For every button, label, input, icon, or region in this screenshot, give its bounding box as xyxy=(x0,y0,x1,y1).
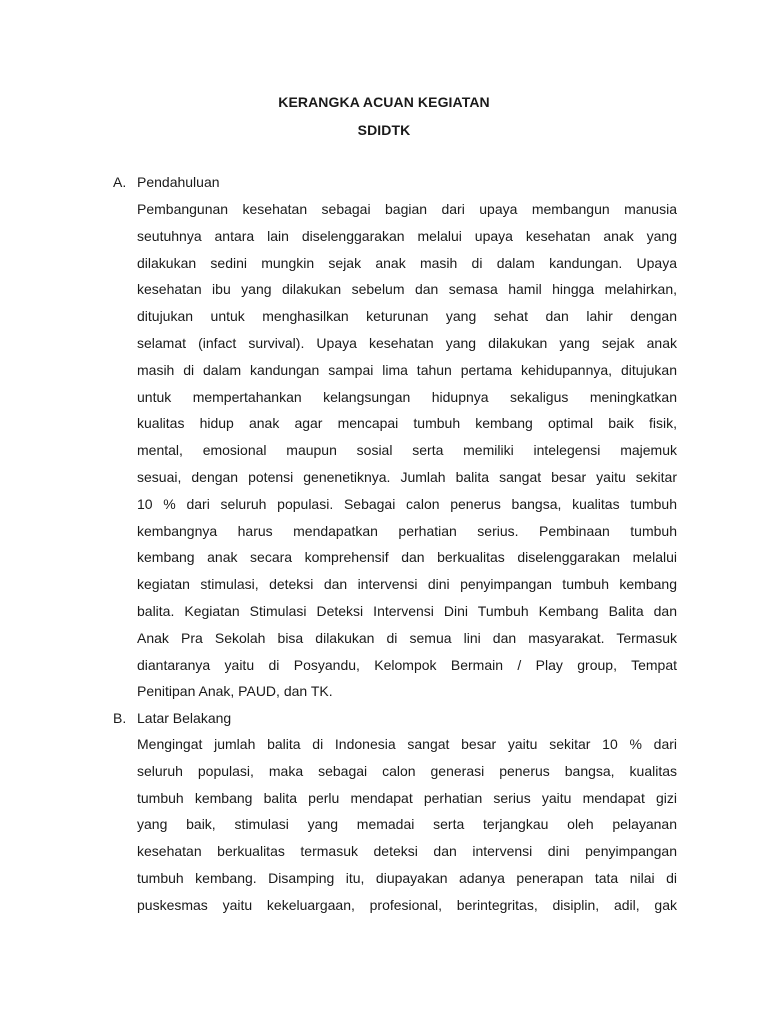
paragraph-line: balita. Kegiatan Stimulasi Deteksi Intervensi Dini Tumbuh Kembang Balita dan xyxy=(137,602,677,619)
section-title: Pendahuluan xyxy=(137,174,220,190)
paragraph-line: 10 % dari seluruh populasi. Sebagai calon penerus bangsa, kualitas tumbuh xyxy=(137,495,677,512)
paragraph-line: mental, emosional maupun sosial serta memiliki intelegensi majemuk xyxy=(137,442,677,459)
paragraph-line: Pembangunan kesehatan sebagai bagian dari upaya membangun manusia xyxy=(137,201,677,217)
section-a-heading xyxy=(113,173,220,191)
paragraph-line: kesehatan berkualitas termasuk deteksi dan intervensi dini penyimpangan xyxy=(137,843,677,860)
section-title: Latar Belakang xyxy=(137,710,232,726)
document-title: KERANGKA ACUAN KEGIATAN xyxy=(278,94,490,110)
paragraph-line: yang baik, stimulasi yang memadai serta terjangkau oleh pelayanan xyxy=(137,816,677,833)
paragraph-line: kualitas hidup anak agar mencapai tumbuh kembang optimal baik fisik, xyxy=(137,415,677,432)
paragraph-line: tumbuh kembang balita perlu mendapat perhatian serius yaitu mendapat gizi xyxy=(137,789,677,806)
section-b-paragraph xyxy=(137,731,677,919)
paragraph-line: seluruh populasi, maka sebagai calon generasi penerus bangsa, kualitas xyxy=(137,762,677,779)
paragraph-line: kesehatan ibu yang dilakukan sebelum dan semasa hamil hingga melahirkan, xyxy=(137,281,677,298)
paragraph-line: kegiatan stimulasi, deteksi dan intervensi dini penyimpangan tumbuh kembang xyxy=(137,576,677,593)
paragraph-line: kembangnya harus mendapatkan perhatian serius. Pembinaan tumbuh xyxy=(137,522,677,539)
paragraph-line: selamat (infact survival). Upaya kesehatan yang dilakukan yang sejak anak xyxy=(137,334,677,351)
paragraph-line: seutuhnya antara lain diselenggarakan melalui upaya kesehatan anak yang xyxy=(137,227,677,244)
paragraph-line: tumbuh kembang. Disamping itu, diupayakan adanya penerapan tata nilai di xyxy=(137,869,677,886)
paragraph-line: puskesmas yaitu kekeluargaan, profesional, berintegritas, disiplin, adil, gak xyxy=(137,896,677,913)
section-letter: A. xyxy=(113,174,127,190)
paragraph-line: Anak Pra Sekolah bisa dilakukan di semua lini dan masyarakat. Termasuk xyxy=(137,629,677,646)
paragraph-line: Penitipan Anak, PAUD, dan TK. xyxy=(137,683,333,700)
paragraph-line: diantaranya yaitu di Posyandu, Kelompok Bermain / Play group, Tempat xyxy=(137,656,677,673)
section-letter: B. xyxy=(113,710,127,726)
section-a-paragraph xyxy=(137,196,677,705)
paragraph-line: Mengingat jumlah balita di Indonesia sangat besar yaitu sekitar 10 % dari xyxy=(137,736,677,752)
paragraph-line: kembang anak secara komprehensif dan berkualitas diselenggarakan melalui xyxy=(137,549,677,566)
paragraph-line: masih di dalam kandungan sampai lima tahun pertama kehidupannya, ditujukan xyxy=(137,361,677,378)
paragraph-line: sesuai, dengan potensi genenetiknya. Jumlah balita sangat besar yaitu sekitar xyxy=(137,468,677,485)
paragraph-line: dilakukan sedini mungkin sejak anak masih di dalam kandungan. Upaya xyxy=(137,254,677,271)
paragraph-line: ditujukan untuk menghasilkan keturunan yang sehat dan lahir dengan xyxy=(137,308,677,325)
paragraph-line: untuk mempertahankan kelangsungan hidupnya sekaligus meningkatkan xyxy=(137,388,677,405)
section-b-heading xyxy=(113,709,231,727)
document-subtitle: SDIDTK xyxy=(357,122,411,138)
